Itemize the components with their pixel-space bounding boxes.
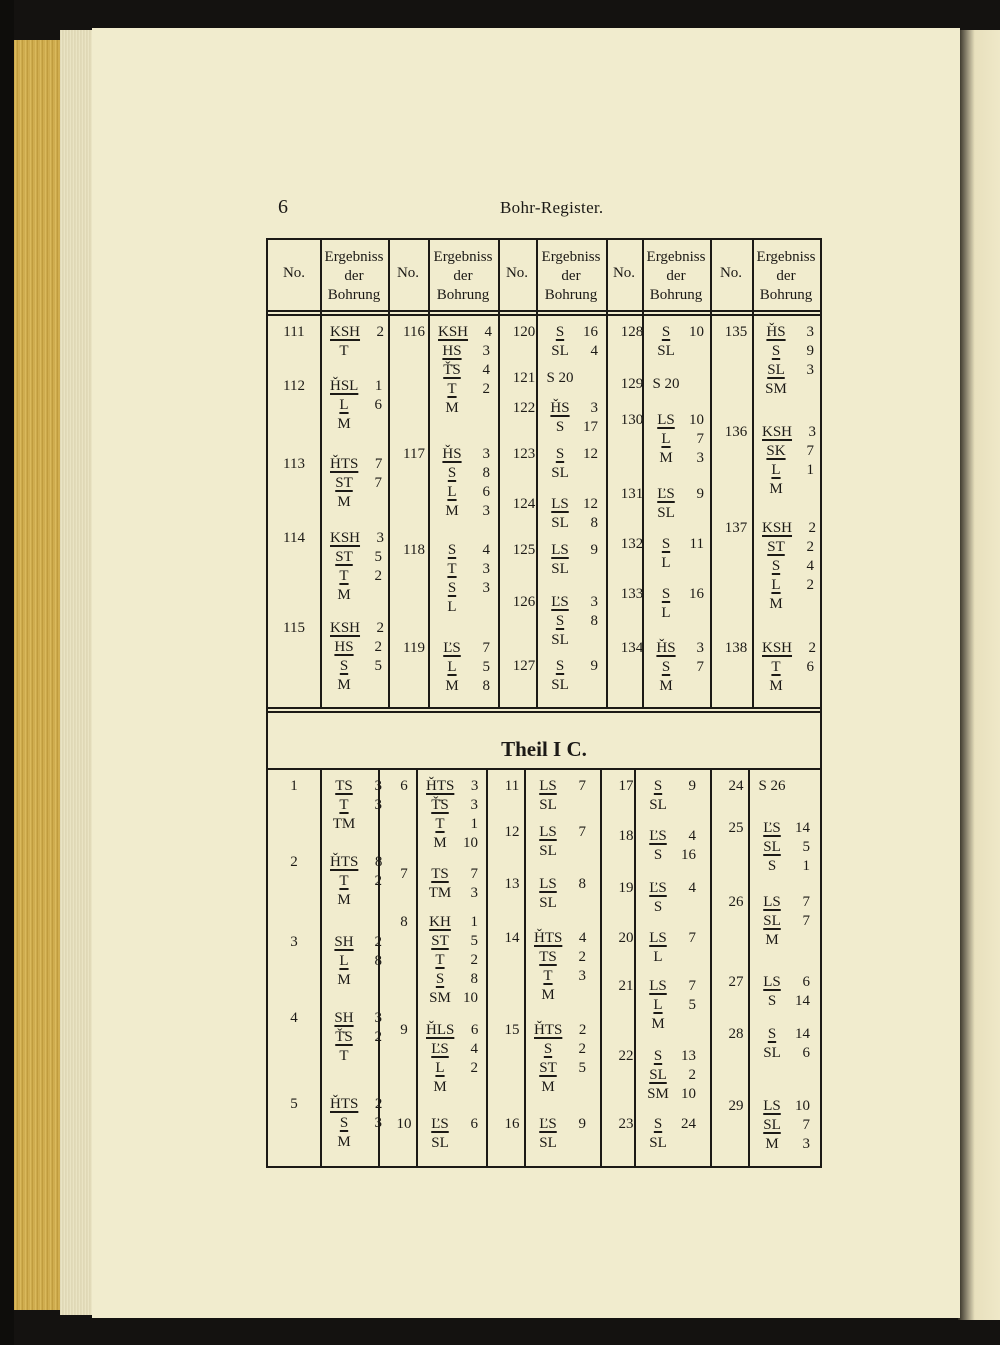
result-line: SL 8 <box>551 515 598 531</box>
boring-result <box>330 378 396 435</box>
row-number: 16 <box>504 1116 520 1132</box>
boring-result <box>426 1022 492 1098</box>
boring-result <box>438 640 504 697</box>
row-number: 136 <box>724 424 748 440</box>
boring-result <box>330 456 396 513</box>
result-line: L <box>661 555 671 571</box>
boring-result <box>546 542 612 580</box>
boring-result <box>758 820 824 877</box>
result-line: L 7 <box>661 431 704 447</box>
result-line: KSH 2 <box>330 620 385 636</box>
result-line: SL 3 <box>767 362 814 378</box>
result-line: S 14 <box>767 1026 810 1042</box>
result-line: T 3 <box>543 968 586 984</box>
row-number: 21 <box>618 978 634 994</box>
result-line: T 3 <box>447 561 490 577</box>
result-line: L <box>661 605 671 621</box>
column-header-ergebnis: Ergebniss der Bohrung <box>756 249 816 303</box>
result-line: LS 7 <box>649 930 696 946</box>
result-line: SL <box>649 1135 667 1151</box>
row-number: 122 <box>512 400 536 416</box>
result-line: ĽS 9 <box>539 1116 586 1132</box>
result-line: S 8 <box>435 971 478 987</box>
result-line: L 6 <box>339 397 382 413</box>
result-line: TS 2 <box>539 949 586 965</box>
row-number: 19 <box>618 880 634 896</box>
result-line: T 2 <box>339 568 382 584</box>
row-number: 129 <box>620 376 644 392</box>
result-line: M <box>337 892 351 908</box>
result-line: SL 6 <box>763 1045 810 1061</box>
result-line: SL <box>657 505 675 521</box>
result-line: SL 7 <box>763 1117 810 1133</box>
row-number: 133 <box>620 586 644 602</box>
boring-result <box>758 1098 824 1155</box>
row-number: 125 <box>512 542 536 558</box>
result-line: S 16 <box>653 847 696 863</box>
result-line: SH 2 <box>334 934 382 950</box>
result-line: L 2 <box>435 1060 478 1076</box>
result-line: S 11 <box>661 536 704 552</box>
row-number: 15 <box>504 1022 520 1038</box>
column-header-no: No. <box>505 265 529 281</box>
result-line: T 1 <box>435 816 478 832</box>
boring-result <box>644 880 710 918</box>
column-header-ergebnis: Ergebniss der Bohrung <box>324 249 384 303</box>
result-line: LS 10 <box>763 1098 810 1114</box>
row-number: 134 <box>620 640 644 656</box>
row-number: 2 <box>290 854 298 870</box>
row-number: 120 <box>512 324 536 340</box>
result-line: LS 7 <box>763 894 810 910</box>
row-number: 119 <box>403 640 425 656</box>
column-rule <box>710 770 712 1166</box>
column-header-ergebnis: Ergebniss der Bohrung <box>433 249 493 303</box>
section-rule <box>268 768 820 770</box>
result-line: SL <box>551 561 569 577</box>
result-line: LS 7 <box>649 978 696 994</box>
boring-result <box>330 620 396 696</box>
result-line: KSH 2 <box>762 520 817 536</box>
result-line: ȞLS 6 <box>426 1022 479 1038</box>
result-line: LS 9 <box>551 542 598 558</box>
boring-result <box>330 324 396 362</box>
result-line: SL <box>551 677 569 693</box>
section-title: Theil I C. <box>501 737 587 761</box>
result-line: ĽS 4 <box>431 1041 478 1057</box>
result-line: S 10 <box>661 324 704 340</box>
boring-result <box>762 324 828 400</box>
result-line: TM <box>332 816 356 832</box>
row-number: 6 <box>400 778 408 794</box>
boring-result <box>758 894 824 951</box>
result-line: ȞTS 3 <box>426 778 479 794</box>
boring-result <box>652 486 718 524</box>
result-line: T <box>339 1048 349 1064</box>
result-line: LS 7 <box>539 778 586 794</box>
result-line: ȞTS 2 <box>330 1096 383 1112</box>
row-number: 118 <box>403 542 425 558</box>
boring-result <box>546 496 612 534</box>
row-number: 28 <box>728 1026 744 1042</box>
result-line: M <box>541 1079 555 1095</box>
boring-result <box>546 324 612 362</box>
row-number: 17 <box>618 778 634 794</box>
boring-result <box>644 828 710 866</box>
result-line: S 4 <box>447 542 490 558</box>
result-line: L 8 <box>339 953 382 969</box>
boring-result <box>652 324 718 362</box>
result-line: S 3 <box>447 580 490 596</box>
result-line: S 9 <box>653 778 696 794</box>
boring-result <box>762 640 828 697</box>
row-number: 138 <box>724 640 748 656</box>
result-line: T 2 <box>447 381 490 397</box>
result-line: S 9 <box>771 343 814 359</box>
result-line: L 6 <box>447 484 490 500</box>
book-spine <box>0 0 14 1345</box>
boring-result <box>652 536 718 574</box>
result-line: M 3 <box>445 503 490 519</box>
row-number: 4 <box>290 1010 298 1026</box>
result-line: S 3 <box>339 1115 382 1131</box>
boring-result <box>644 1116 710 1154</box>
header-rule <box>268 310 820 312</box>
boring-result <box>330 530 396 606</box>
result-line: SL <box>649 797 667 813</box>
boring-result <box>652 412 718 469</box>
result-line: L <box>447 599 457 615</box>
result-line: ȞTS 2 <box>534 1022 587 1038</box>
row-number: 12 <box>504 824 520 840</box>
result-line: M <box>337 1134 351 1150</box>
result-line: T 2 <box>339 873 382 889</box>
boring-result <box>546 658 612 696</box>
result-line: SH 3 <box>334 1010 382 1026</box>
row-number: 29 <box>728 1098 744 1114</box>
result-line: TS 3 <box>335 778 382 794</box>
result-line: S 8 <box>447 465 490 481</box>
result-line: L 5 <box>447 659 490 675</box>
result-line: S 24 <box>653 1116 696 1132</box>
result-line: S 16 <box>555 324 598 340</box>
result-line: S 14 <box>767 993 810 1009</box>
result-line: ĽS 4 <box>649 880 696 896</box>
register-table <box>266 238 822 1168</box>
boring-result <box>762 424 828 500</box>
page-edges-stack <box>60 30 96 1315</box>
row-number: 26 <box>728 894 744 910</box>
row-number: 23 <box>618 1116 634 1132</box>
boring-result <box>534 1116 600 1154</box>
result-line: M <box>337 494 351 510</box>
column-rule <box>416 770 418 1166</box>
result-line: L 1 <box>771 462 814 478</box>
result-line: SL 2 <box>649 1067 696 1083</box>
result-line: ȞSL 1 <box>330 378 383 394</box>
result-line: SK 7 <box>766 443 814 459</box>
result-line: KSH 3 <box>330 530 385 546</box>
result-line: SL <box>431 1135 449 1151</box>
result-line: ST 5 <box>431 933 478 949</box>
boring-result <box>758 778 824 797</box>
boring-result <box>762 520 828 615</box>
boring-result <box>644 778 710 816</box>
result-line: S 12 <box>555 446 598 462</box>
result-line: T 6 <box>771 659 814 675</box>
result-line: SL <box>539 895 557 911</box>
result-line: S 26 <box>758 778 786 794</box>
result-line: ȞS 3 <box>656 640 704 656</box>
running-head: Bohr-Register. <box>500 198 604 217</box>
boring-result <box>546 594 612 651</box>
row-number: 27 <box>728 974 744 990</box>
row-number: 3 <box>290 934 298 950</box>
result-line: M <box>769 481 783 497</box>
result-line: SL 4 <box>551 343 598 359</box>
result-line: Ť̄S 3 <box>431 797 478 813</box>
result-line: ĽS 7 <box>443 640 490 656</box>
boring-result <box>426 914 492 1009</box>
row-number: 137 <box>724 520 748 536</box>
result-line: SL <box>551 632 569 648</box>
row-number: 114 <box>283 530 305 546</box>
result-line: ST 5 <box>539 1060 586 1076</box>
row-number: 13 <box>504 876 520 892</box>
row-number: 14 <box>504 930 520 946</box>
column-header-no: No. <box>719 265 743 281</box>
row-number: 115 <box>283 620 305 636</box>
row-number: 20 <box>618 930 634 946</box>
row-number: 121 <box>512 370 536 386</box>
result-line: SL <box>539 1135 557 1151</box>
boring-result <box>758 1026 824 1064</box>
row-number: 116 <box>403 324 425 340</box>
result-line: ȞS 3 <box>550 400 598 416</box>
row-number: 123 <box>512 446 536 462</box>
result-line: S 7 <box>661 659 704 675</box>
row-number: 11 <box>504 778 520 794</box>
boring-result <box>534 824 600 862</box>
result-line: Ť̄S 2 <box>335 1029 382 1045</box>
result-line: M <box>765 932 779 948</box>
column-rule <box>320 770 322 1166</box>
result-line: ĽS 4 <box>649 828 696 844</box>
result-line: S 8 <box>555 613 598 629</box>
result-line: M <box>337 416 351 432</box>
result-line: M 8 <box>445 678 490 694</box>
row-number: 9 <box>400 1022 408 1038</box>
row-number: 7 <box>400 866 408 882</box>
result-line: ȞTS 7 <box>330 456 383 472</box>
row-number: 111 <box>283 324 305 340</box>
result-line: M <box>651 1016 665 1032</box>
row-number: 5 <box>290 1096 298 1112</box>
result-line: KSH 4 <box>438 324 493 340</box>
result-line: LS 6 <box>763 974 810 990</box>
result-line: SL <box>657 343 675 359</box>
boring-result <box>330 934 396 991</box>
result-line: M <box>445 400 459 416</box>
result-line: T 2 <box>435 952 478 968</box>
row-number: 10 <box>396 1116 412 1132</box>
row-number: 22 <box>618 1048 634 1064</box>
boring-result <box>644 930 710 968</box>
column-header-no: No. <box>282 265 306 281</box>
row-number: 8 <box>400 914 408 930</box>
result-line: KSH 3 <box>762 424 817 440</box>
result-line: M <box>337 587 351 603</box>
result-line: S 16 <box>661 586 704 602</box>
result-line: SL 5 <box>763 839 810 855</box>
boring-result <box>652 586 718 624</box>
result-line: T <box>339 343 349 359</box>
result-line: ST 2 <box>767 539 814 555</box>
column-header-no: No. <box>612 265 636 281</box>
row-number: 128 <box>620 324 644 340</box>
result-line: M <box>769 678 783 694</box>
boring-result <box>534 778 600 816</box>
result-line: SM 10 <box>647 1086 696 1102</box>
boring-result <box>644 978 710 1035</box>
row-number: 113 <box>283 456 305 472</box>
column-header-no: No. <box>396 265 420 281</box>
boring-result <box>546 446 612 484</box>
boring-result <box>438 324 504 419</box>
result-line: ȞS 3 <box>442 446 490 462</box>
result-line: HS 2 <box>334 639 382 655</box>
result-line: M <box>433 1079 447 1095</box>
facing-page-edge <box>958 30 1000 1320</box>
boring-result <box>534 876 600 914</box>
result-line: SL <box>551 465 569 481</box>
boring-result <box>546 370 612 389</box>
result-line: ĽS 6 <box>431 1116 478 1132</box>
boring-result <box>546 400 612 438</box>
boring-result <box>652 640 718 697</box>
result-line: KSH 2 <box>330 324 385 340</box>
result-line: M 10 <box>433 835 478 851</box>
page-number: 6 <box>278 196 288 218</box>
row-number: 24 <box>728 778 744 794</box>
result-line: TM 3 <box>428 885 478 901</box>
result-line: LS 7 <box>539 824 586 840</box>
row-number: 18 <box>618 828 634 844</box>
column-rule <box>600 770 602 1166</box>
boring-result <box>644 1048 710 1105</box>
row-number: 126 <box>512 594 536 610</box>
row-number: 130 <box>620 412 644 428</box>
result-line: S 2 <box>543 1041 586 1057</box>
result-line: ST 5 <box>335 549 382 565</box>
result-line: ĽS 3 <box>551 594 598 610</box>
section-rule <box>268 711 820 713</box>
result-line: LS 10 <box>657 412 704 428</box>
result-line: ȞTS 8 <box>330 854 383 870</box>
page-edges-gilt <box>14 40 64 1310</box>
result-line: L 5 <box>653 997 696 1013</box>
result-line: M 3 <box>765 1136 810 1152</box>
result-line: LS 12 <box>551 496 598 512</box>
result-line: S 9 <box>555 658 598 674</box>
row-number: 124 <box>512 496 536 512</box>
result-line: SL 7 <box>763 913 810 929</box>
result-line: M <box>541 987 555 1003</box>
row-number: 127 <box>512 658 536 674</box>
row-number: 132 <box>620 536 644 552</box>
boring-result <box>534 1022 600 1098</box>
result-line: ĽS 9 <box>657 486 704 502</box>
result-line: M <box>337 972 351 988</box>
result-line: KSH 2 <box>762 640 817 656</box>
boring-result <box>652 376 718 395</box>
result-line: S 5 <box>339 658 382 674</box>
section-rule <box>268 707 820 709</box>
boring-result <box>426 1116 492 1154</box>
boring-result <box>438 446 504 522</box>
result-line: TS 7 <box>431 866 478 882</box>
result-line: S 17 <box>555 419 598 435</box>
result-line: ȞS 3 <box>766 324 814 340</box>
result-line: T 3 <box>339 797 382 813</box>
result-line: SL <box>539 843 557 859</box>
row-number: 25 <box>728 820 744 836</box>
boring-result <box>438 542 504 618</box>
result-line: M 3 <box>659 450 704 466</box>
result-line: LS 8 <box>539 876 586 892</box>
row-number: 117 <box>403 446 425 462</box>
result-line: KH 1 <box>429 914 478 930</box>
header-rule <box>268 314 820 316</box>
result-line: S 20 <box>546 370 574 386</box>
result-line: M <box>659 678 673 694</box>
row-number: 131 <box>620 486 644 502</box>
result-line: S 20 <box>652 376 680 392</box>
result-line: SL <box>539 797 557 813</box>
boring-result <box>534 930 600 1006</box>
boring-result <box>426 866 492 904</box>
result-line: S 4 <box>771 558 814 574</box>
result-line: Ť̄S 4 <box>443 362 490 378</box>
result-line: ĽS 14 <box>763 820 810 836</box>
result-line: S 13 <box>653 1048 696 1064</box>
result-line: S 1 <box>767 858 810 874</box>
result-line: M <box>337 677 351 693</box>
result-line: ȞTS 4 <box>534 930 587 946</box>
result-line: M <box>769 596 783 612</box>
row-number: 135 <box>724 324 748 340</box>
result-line: L <box>653 949 663 965</box>
boring-result <box>426 778 492 854</box>
column-header-ergebnis: Ergebniss der Bohrung <box>541 249 601 303</box>
result-line: SM 10 <box>429 990 478 1006</box>
result-line: HS 3 <box>442 343 490 359</box>
result-line: L 2 <box>771 577 814 593</box>
column-header-ergebnis: Ergebniss der Bohrung <box>646 249 706 303</box>
row-number: 112 <box>283 378 305 394</box>
boring-result <box>758 974 824 1012</box>
result-line: SM <box>765 381 787 397</box>
result-line: S <box>653 899 663 915</box>
row-number: 1 <box>290 778 298 794</box>
result-line: ST 7 <box>335 475 382 491</box>
